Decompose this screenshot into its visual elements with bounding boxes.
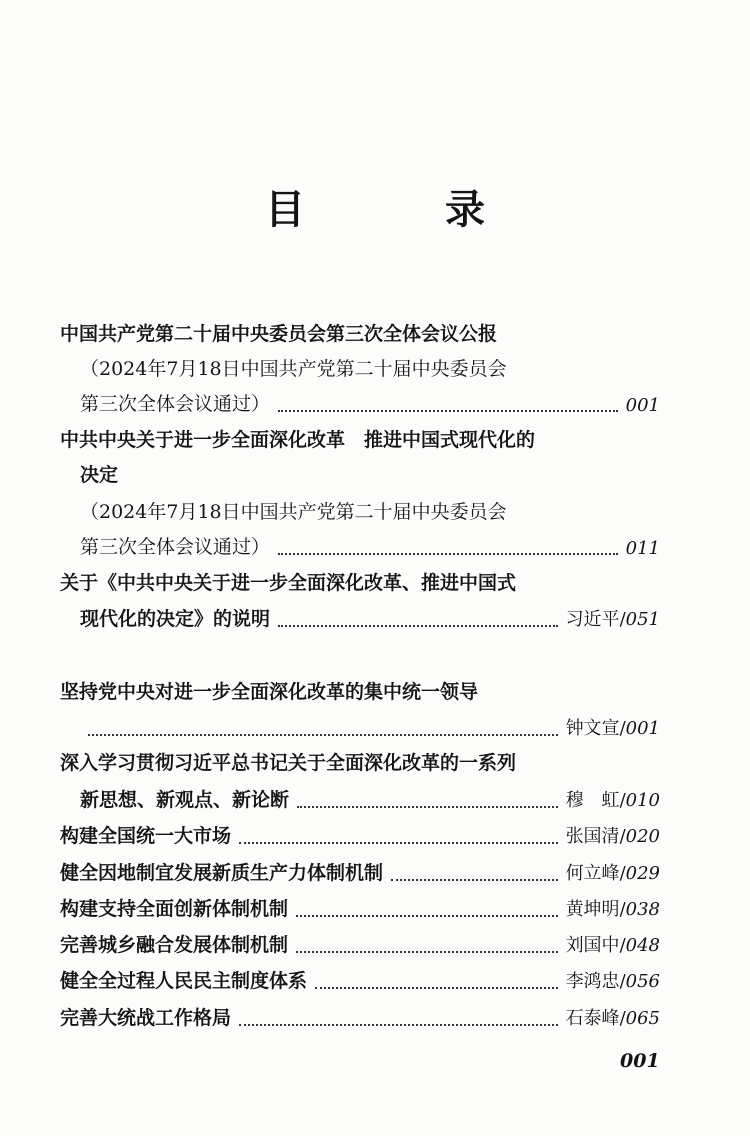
toc-entry[interactable] [60,312,660,346]
toc-entry-title: 关于《中共中央关于进一步全面深化改革、推进中国式 [60,572,517,594]
author: 张国清 [565,826,620,847]
toc-entry-title: 中共中央关于进一步全面深化改革 推进中国式现代化的 [60,429,536,451]
page-number: 020 [625,826,660,847]
leader-dots [88,720,558,736]
toc-entry[interactable]: 完善大统战工作格局 石泰峰/065 [60,996,660,1030]
page-number: 001 [625,718,660,739]
author: 习近平 [565,609,620,630]
author: 钟文宣 [565,718,620,739]
toc-entry-note [80,347,660,381]
toc-entry[interactable]: 钟文宣/001 [80,706,660,740]
toc-entry[interactable]: 构建全国统一大市场 张国清/020 [60,814,660,848]
leader-dots [296,901,558,917]
page-number: 056 [625,971,660,992]
leader-dots [391,865,558,881]
page-title: 目 录 [265,187,535,233]
leader-dots [278,611,558,627]
toc-entry[interactable] [60,741,660,775]
toc-entry-title: 完善大统战工作格局 [60,1007,232,1029]
toc-entry-title: 健全因地制宜发展新质生产力体制机制 [60,862,384,884]
toc-entry-note[interactable] [80,525,660,559]
toc-entry-note-text: （2024年7月18日中国共产党第二十届中央委员会 [80,358,507,380]
page-number: 011 [625,538,660,559]
page-number: 001 [625,395,660,416]
author: 黄坤明 [565,899,620,920]
toc-entry[interactable] [60,561,660,595]
toc-entry[interactable] [60,670,660,704]
toc-entry[interactable]: 现代化的决定》的说明 习近平/051 [80,597,660,631]
toc-entry-note [80,490,660,524]
toc-entry-title: 中国共产党第二十届中央委员会第三次全体会议公报 [60,323,498,345]
toc-entry[interactable] [60,418,660,452]
toc-entry-note-text: 第三次全体会议通过） [80,536,271,558]
author: 刘国中 [565,935,620,956]
author: 石泰峰 [565,1008,620,1029]
author: 穆 虹 [565,790,620,811]
toc-entry-title: 新思想、新观点、新论断 [80,789,290,811]
toc-entry[interactable] [80,453,660,487]
toc-entry-title: 坚持党中央对进一步全面深化改革的集中统一领导 [60,681,479,703]
author: 何立峰 [565,863,620,884]
toc-entry-title: 决定 [80,464,119,486]
toc-entry-title: 现代化的决定》的说明 [80,608,271,630]
leader-dots [278,396,618,412]
page-number: 038 [625,899,660,920]
page-number: 048 [625,935,660,956]
toc-entry-note-text: （2024年7月18日中国共产党第二十届中央委员会 [80,501,507,523]
toc-entry-title: 构建全国统一大市场 [60,825,232,847]
toc-entry-note[interactable] [80,382,660,416]
toc-entry[interactable]: 健全因地制宜发展新质生产力体制机制 何立峰/029 [60,851,660,885]
author: 李鸿忠 [565,971,620,992]
page-number: 051 [625,609,660,630]
toc-entry[interactable]: 新思想、新观点、新论断 穆 虹/010 [80,778,660,812]
page-number: 065 [625,1008,660,1029]
leader-dots [239,1010,558,1026]
leader-dots [315,973,558,989]
toc-entry[interactable]: 构建支持全面创新体制机制 黄坤明/038 [60,887,660,921]
leader-dots [278,539,618,555]
page-number: 010 [625,790,660,811]
footer-page-number: 001 [620,1050,660,1072]
toc-entry-note-text: 第三次全体会议通过） [80,393,271,415]
leader-dots [296,937,558,953]
toc-entry-title: 构建支持全面创新体制机制 [60,898,289,920]
toc-entry[interactable]: 健全全过程人民民主制度体系 李鸿忠/056 [60,959,660,993]
toc-entry-title: 深入学习贯彻习近平总书记关于全面深化改革的一系列 [60,752,517,774]
leader-dots [239,828,558,844]
leader-dots [297,792,558,808]
toc-entry[interactable]: 完善城乡融合发展体制机制 刘国中/048 [60,923,660,957]
page-number: 029 [625,863,660,884]
toc-entry-title: 完善城乡融合发展体制机制 [60,934,289,956]
toc-entry-title: 健全全过程人民民主制度体系 [60,970,308,992]
